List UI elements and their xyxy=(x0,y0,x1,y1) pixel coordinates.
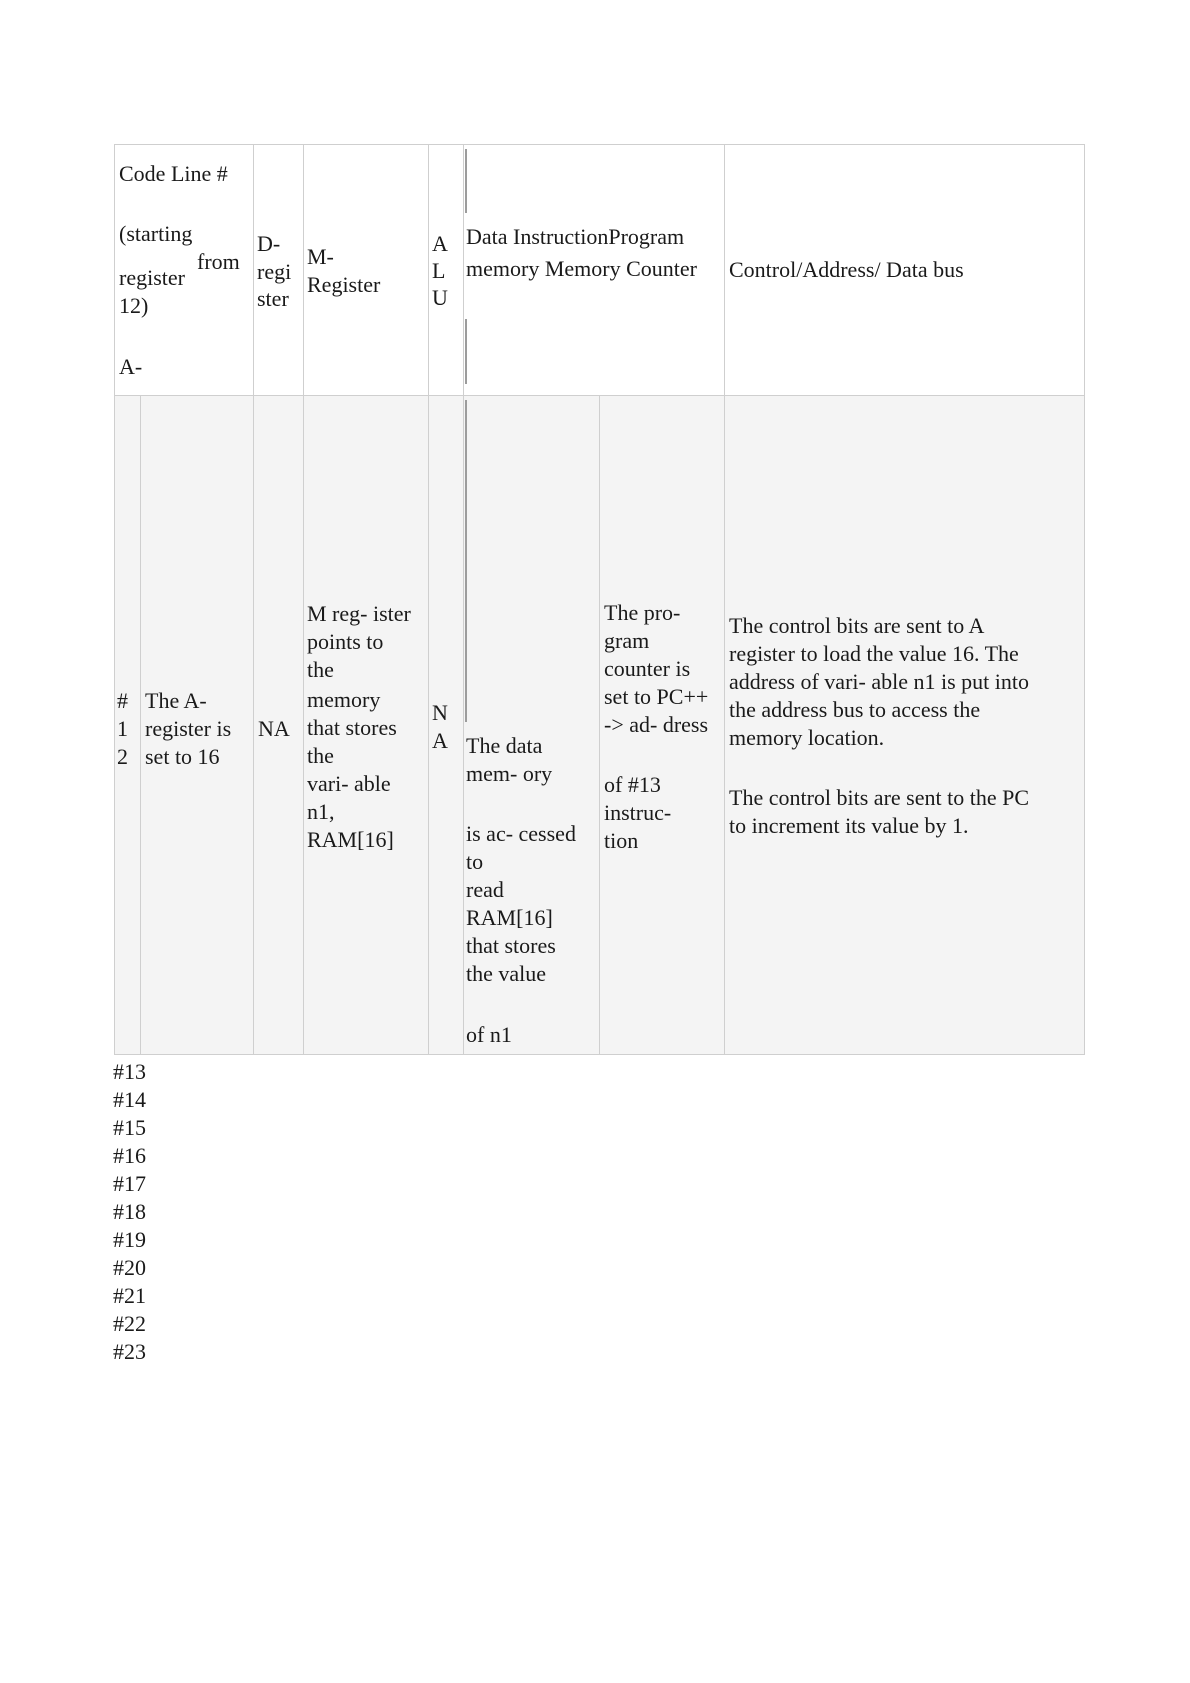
row-a-register-3: set to 16 xyxy=(145,744,220,769)
header-alu-3: U xyxy=(432,285,448,310)
list-item: #22 xyxy=(113,1311,146,1336)
row-m-register-1: M reg- ister xyxy=(307,601,411,626)
row-data-memory-6: RAM[16] xyxy=(466,905,553,930)
col6-divider xyxy=(724,144,725,1055)
header-m-register-2: Register xyxy=(307,272,381,297)
body-bar xyxy=(465,400,467,722)
header-a: A- xyxy=(119,354,143,379)
col5b-divider xyxy=(599,395,600,1055)
row-index-1: # xyxy=(117,688,128,713)
row-control-p1-5: memory location. xyxy=(729,725,885,750)
index-divider xyxy=(140,395,141,1055)
row-program-counter-5: -> ad- dress xyxy=(604,712,709,737)
row-control-p2-2: to increment its value by 1. xyxy=(729,813,969,838)
header-alu-1: A xyxy=(432,231,448,256)
header-bar-top xyxy=(465,149,467,213)
row-index-2: 1 xyxy=(117,716,128,741)
header-control-bus: Control/Address/ Data bus xyxy=(729,257,964,282)
col2-divider xyxy=(253,144,254,1055)
table-right-border xyxy=(1084,144,1085,1055)
row-data-memory-8: the value xyxy=(466,961,547,986)
row-m-register-7: vari- able xyxy=(307,771,391,796)
header-12: 12) xyxy=(119,293,149,318)
row-program-counter-4: set to PC++ xyxy=(604,684,709,709)
row-control-p1-1: The control bits are sent to A xyxy=(729,613,985,638)
header-m-register-1: M- xyxy=(307,244,334,269)
col4-divider xyxy=(428,144,429,1055)
col5-divider xyxy=(463,144,464,1055)
row-m-register-3: the xyxy=(307,657,334,682)
row-data-memory-3: is ac- cessed xyxy=(466,821,576,846)
header-alu-2: L xyxy=(432,258,446,283)
row-alu-1: N xyxy=(432,700,448,725)
row-program-counter-6: of #13 xyxy=(604,772,661,797)
list-item: #18 xyxy=(113,1199,146,1224)
header-col5-line1: Data InstructionProgram xyxy=(466,224,685,249)
list-item: #20 xyxy=(113,1255,146,1280)
row-d-register: NA xyxy=(258,716,290,741)
list-item: #16 xyxy=(113,1143,146,1168)
header-d-register-1: D- xyxy=(257,231,281,256)
row-data-memory-4: to xyxy=(466,849,484,874)
header-d-register-2: regi xyxy=(257,259,292,284)
row-program-counter-1: The pro- xyxy=(604,600,681,625)
row-a-register-2: register is xyxy=(145,716,232,741)
row-program-counter-2: gram xyxy=(604,628,650,653)
row-a-register-1: The A- xyxy=(145,688,207,713)
row-alu-2: A xyxy=(432,728,448,753)
header-from: from xyxy=(197,249,240,274)
row-control-p1-3: address of vari- able n1 is put into xyxy=(729,669,1029,694)
row-m-register-5: that stores xyxy=(307,715,397,740)
header-bar-bottom xyxy=(465,319,467,384)
row-m-register-8: n1, xyxy=(307,799,335,824)
row-program-counter-8: tion xyxy=(604,828,639,853)
row-m-register-9: RAM[16] xyxy=(307,827,394,852)
list-item: #13 xyxy=(113,1059,146,1084)
row-data-memory-9: of n1 xyxy=(466,1022,512,1047)
row-data-memory-1: The data xyxy=(466,733,543,758)
row-m-register-4: memory xyxy=(307,687,381,712)
header-register: register xyxy=(119,265,185,290)
row-data-memory-7: that stores xyxy=(466,933,556,958)
col3-divider xyxy=(303,144,304,1055)
row-data-memory-5: read xyxy=(466,877,504,902)
list-item: #15 xyxy=(113,1115,146,1140)
row-index-3: 2 xyxy=(117,744,128,769)
header-col5-line2: memory Memory Counter xyxy=(466,256,697,281)
row-program-counter-3: counter is xyxy=(604,656,691,681)
row-m-register-6: the xyxy=(307,743,334,768)
header-starting: (starting xyxy=(119,221,193,246)
list-item: #19 xyxy=(113,1227,146,1252)
list-item: #17 xyxy=(113,1171,146,1196)
row-control-p1-2: register to load the value 16. The xyxy=(729,641,1019,666)
table-top-border xyxy=(114,144,1085,145)
row-control-p1-4: the address bus to access the xyxy=(729,697,981,722)
row-m-register-2: points to xyxy=(307,629,384,654)
header-d-register-3: ster xyxy=(257,286,289,311)
list-item: #23 xyxy=(113,1339,146,1364)
table-left-border xyxy=(114,144,115,1055)
row-program-counter-7: instruc- xyxy=(604,800,672,825)
list-item: #21 xyxy=(113,1283,146,1308)
list-item: #14 xyxy=(113,1087,146,1112)
header-code-line: Code Line # xyxy=(119,161,228,186)
row-control-p2-1: The control bits are sent to the PC xyxy=(729,785,1029,810)
row-data-memory-2: mem- ory xyxy=(466,761,553,786)
